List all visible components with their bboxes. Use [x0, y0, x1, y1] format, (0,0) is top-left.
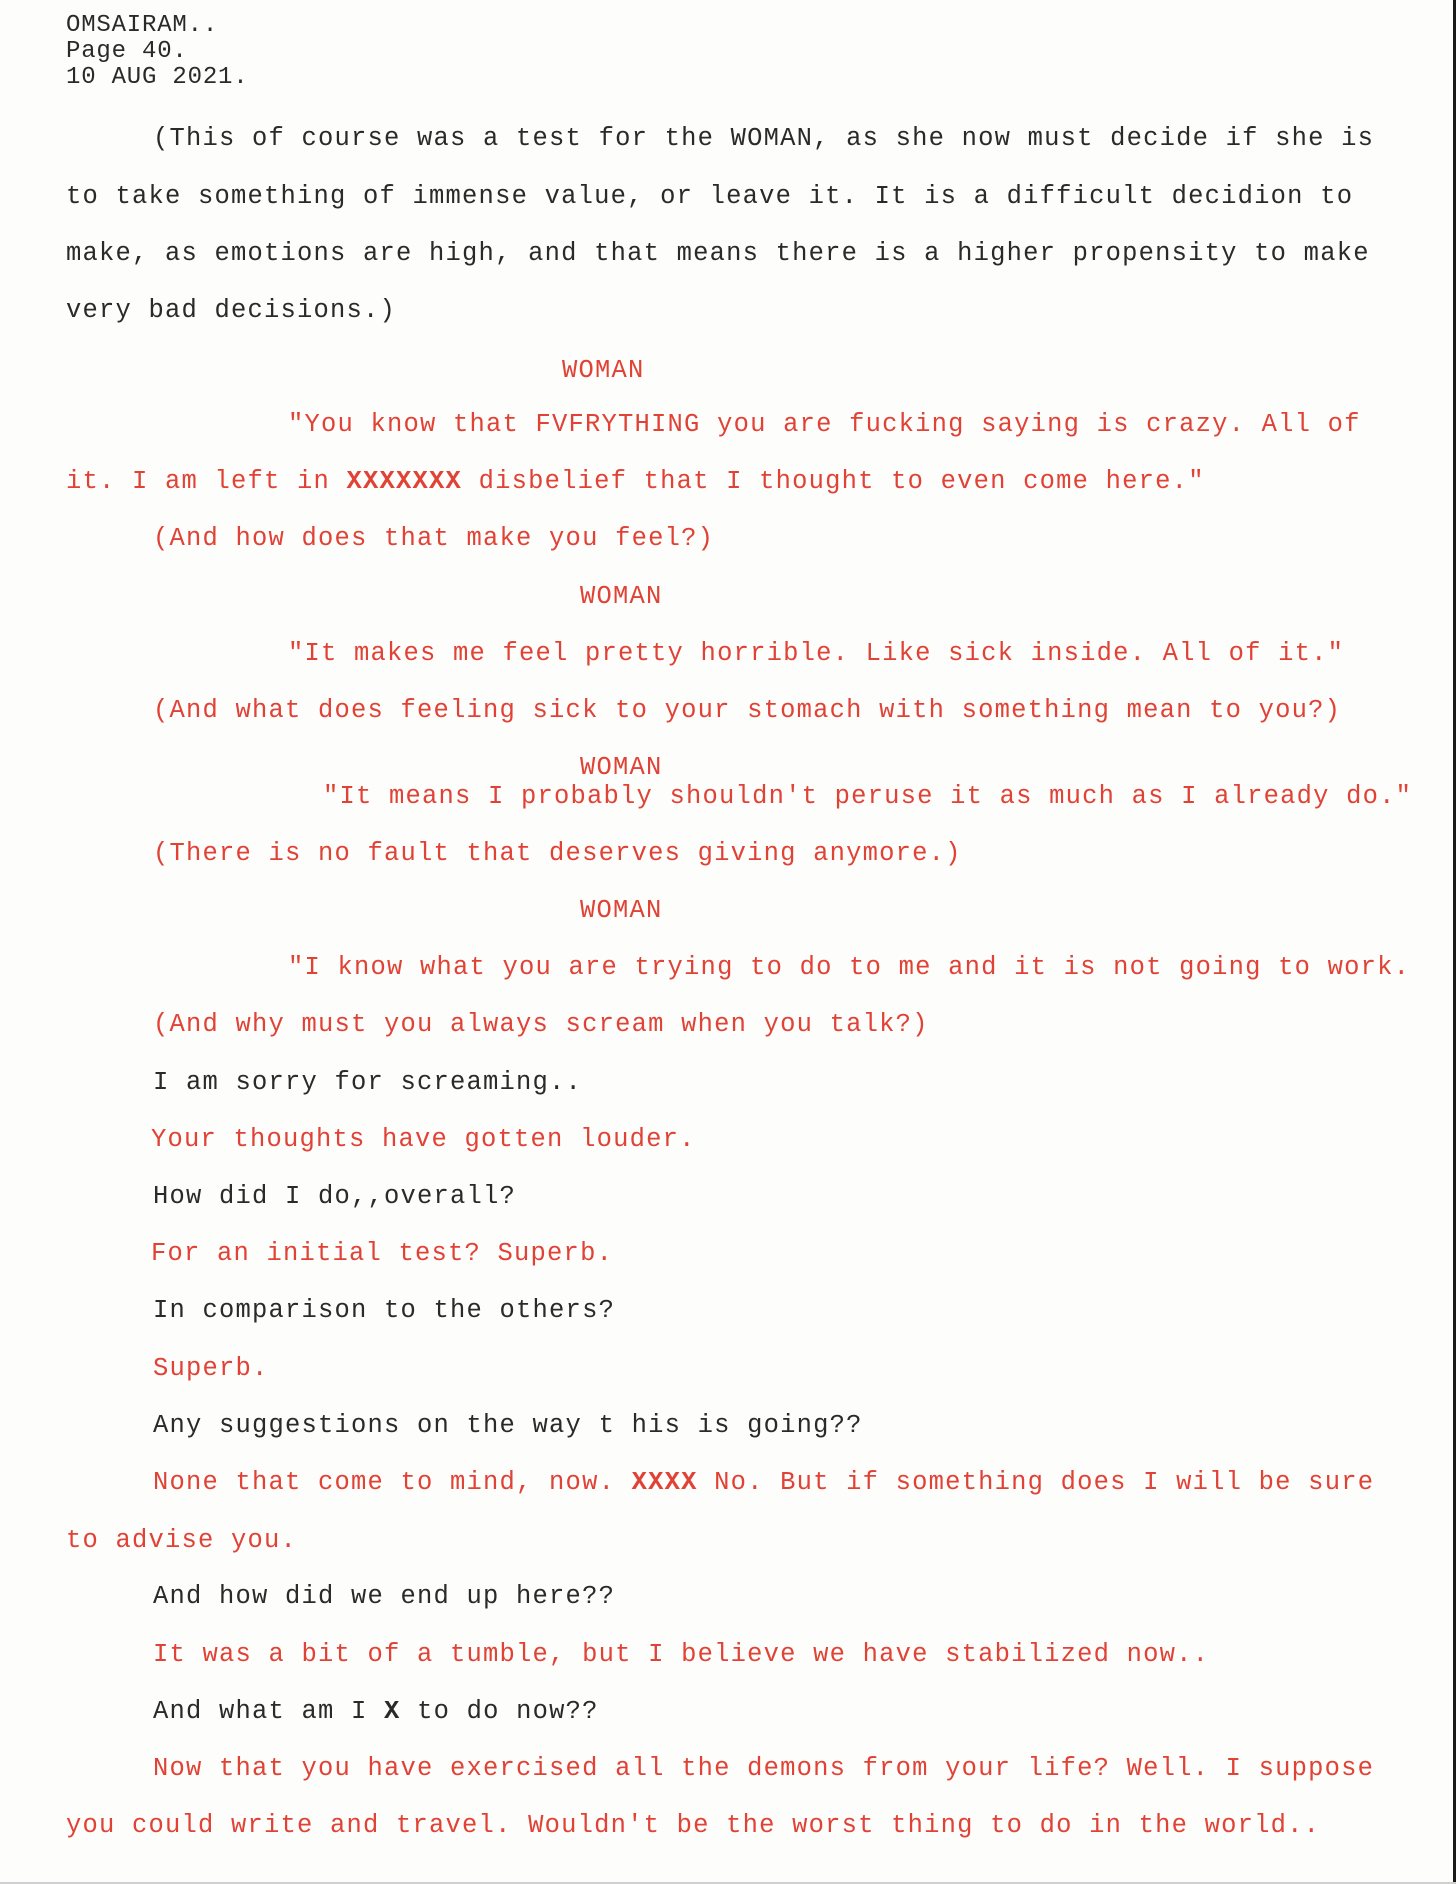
- dialogue-line: "You know that FVFRYTHING you are fucking saying is crazy. All of: [288, 410, 1361, 439]
- reply-line: It was a bit of a tumble, but I believe we have stabilized now..: [153, 1640, 1210, 1669]
- paragraph-line: (This of course was a test for the WOMAN, as she now must decide if she is: [153, 124, 1375, 153]
- speaker-label: WOMAN: [580, 582, 663, 611]
- speaker-label: WOMAN: [562, 356, 645, 385]
- conversation-line: And what am I X to do now??: [153, 1697, 599, 1726]
- conversation-line: Any suggestions on the way t his is going??: [153, 1411, 863, 1440]
- conversation-line: How did I do,,overall?: [153, 1182, 517, 1211]
- speaker-label: WOMAN: [580, 896, 663, 925]
- reply-line: Now that you have exercised all the demons from your life? Well. I suppose: [153, 1754, 1375, 1783]
- header-title: OMSAIRAM..: [66, 12, 219, 39]
- reply-line: to advise you.: [66, 1526, 298, 1555]
- header-date: 10 AUG 2021.: [66, 64, 249, 91]
- strikeout-x: XXXX: [631, 1468, 698, 1497]
- reply-line: Your thoughts have gotten louder.: [151, 1125, 696, 1154]
- paragraph-line: very bad decisions.): [66, 296, 397, 325]
- reply-line: Superb.: [153, 1354, 269, 1383]
- strikeout-x: XXXXXXX: [346, 467, 463, 496]
- header-page-number: Page 40.: [66, 38, 188, 65]
- dialogue-line: "I know what you are trying to do to me and it is not going to work.: [288, 953, 1411, 982]
- reply-line: None that come to mind, now. XXXX No. But if something does I will be sure: [153, 1468, 1375, 1497]
- conversation-line: In comparison to the others?: [153, 1296, 616, 1325]
- question-line: (And what does feeling sick to your stomach with something mean to you?): [153, 696, 1342, 725]
- dialogue-line: "It makes me feel pretty horrible. Like sick inside. All of it.": [288, 639, 1345, 668]
- question-line: (And how does that make you feel?): [153, 524, 715, 553]
- question-line: (And why must you always scream when you talk?): [153, 1010, 929, 1039]
- question-line: (There is no fault that deserves giving anymore.): [153, 839, 962, 868]
- dialogue-line: "It means I probably shouldn't peruse it as much as I already do.": [323, 782, 1413, 811]
- conversation-line: I am sorry for screaming..: [153, 1068, 583, 1097]
- paragraph-line: to take something of immense value, or leave it. It is a difficult decidion to: [66, 182, 1354, 211]
- speaker-label: WOMAN: [580, 753, 663, 782]
- reply-line: For an initial test? Superb.: [151, 1239, 614, 1268]
- reply-line: you could write and travel. Wouldn't be the worst thing to do in the world..: [66, 1811, 1321, 1840]
- paragraph-line: make, as emotions are high, and that means there is a higher propensity to make: [66, 239, 1370, 268]
- dialogue-line: it. I am left in XXXXXXX disbelief that I thought to even come here.": [66, 467, 1205, 496]
- conversation-line: And how did we end up here??: [153, 1582, 616, 1611]
- strikeout-x: X: [384, 1697, 401, 1726]
